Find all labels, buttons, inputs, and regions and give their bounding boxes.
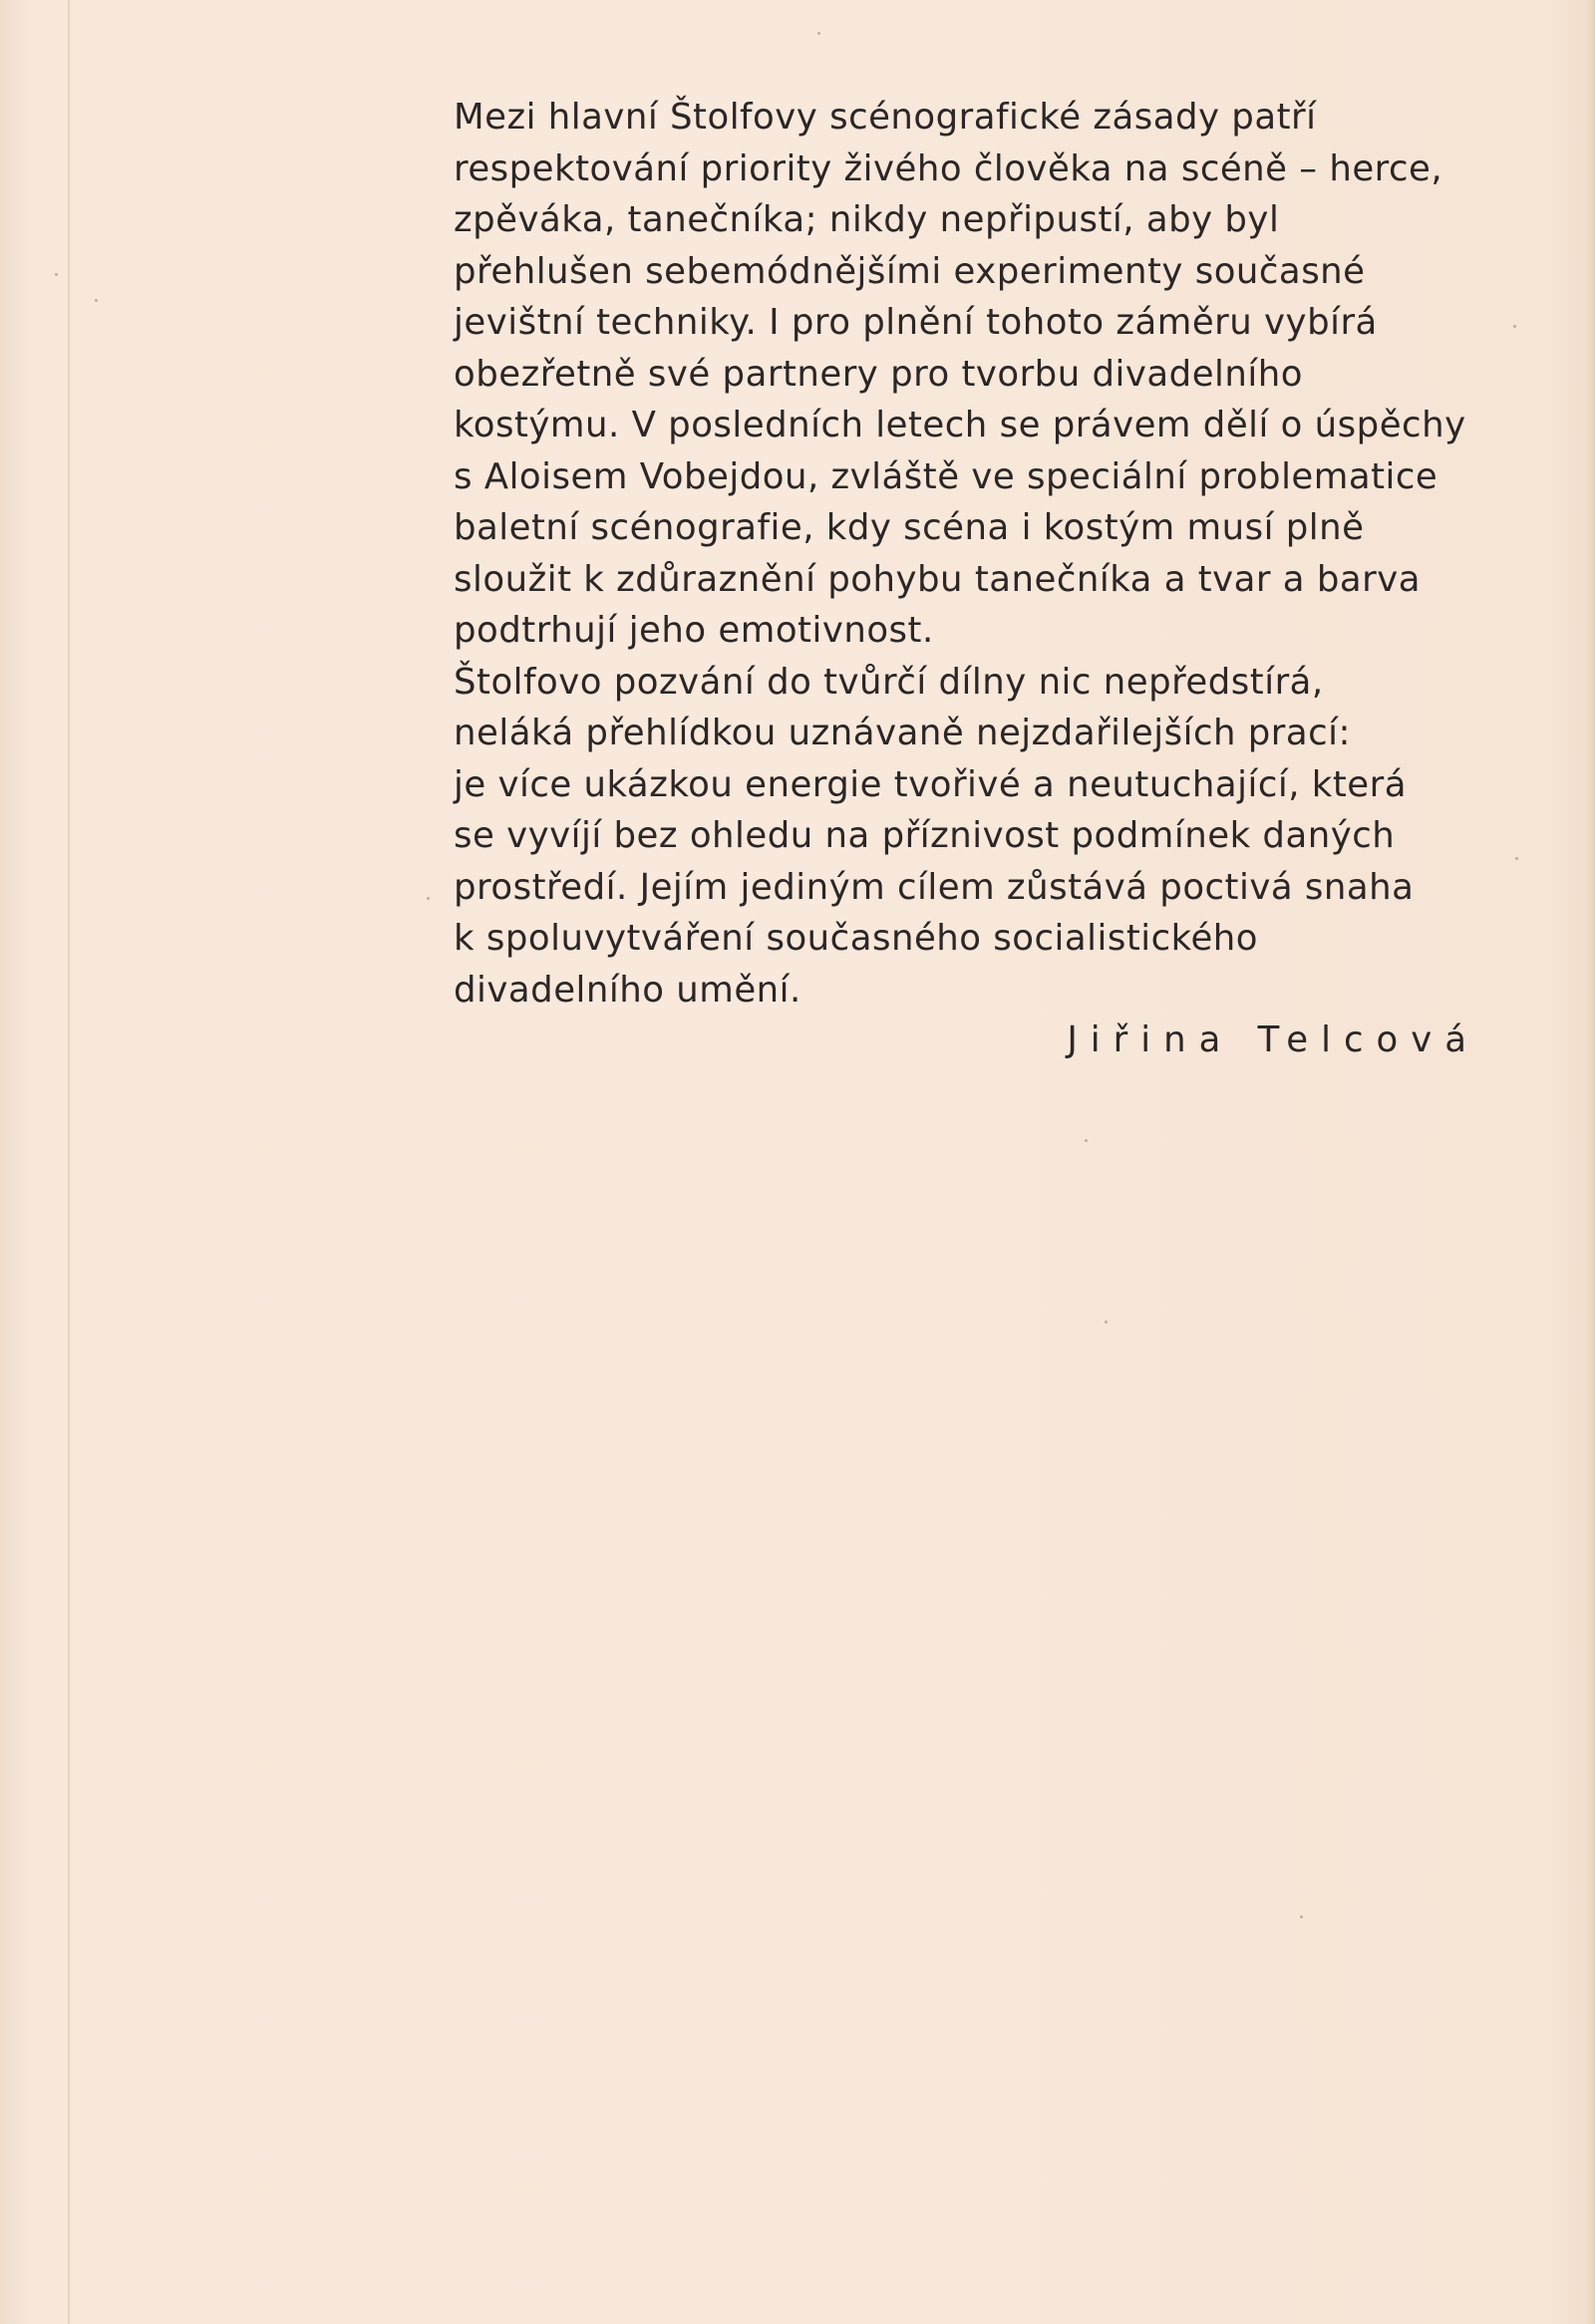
article-line: zpěváka, tanečníka; nikdy nepřipustí, aby byl [454, 199, 1280, 240]
page-right-edge [1585, 0, 1595, 2324]
article-line: baletní scénografie, kdy scéna i kostým musí plně [454, 507, 1365, 548]
page-fold-line [68, 0, 70, 2324]
article-text [454, 92, 1530, 1016]
article-line: prostředí. Jejím jediným cílem zůstává poctivá snaha [454, 866, 1415, 908]
article-line: přehlušen sebemódnějšími experimenty současné [454, 250, 1366, 292]
article-line: podtrhují jeho emotivnost. [454, 610, 934, 651]
article-line: divadelního umění. [454, 969, 801, 1011]
article-line: s Aloisem Vobejdou, zvláště ve speciální problematice [454, 455, 1438, 497]
paper-speck [55, 273, 58, 276]
article-line: respektování priority živého člověka na scéně – herce, [454, 147, 1443, 189]
paper-speck [817, 32, 820, 35]
article-line: kostýmu. V posledních letech se právem dělí o úspěchy [454, 405, 1466, 445]
article-line: k spoluvytváření současného socialistického [454, 918, 1259, 959]
author-signature: Jiřina Telcová [1067, 1019, 1479, 1060]
paper-speck [1105, 1320, 1108, 1323]
article-line: se vyvíjí bez ohledu na příznivost podmínek daných [454, 815, 1396, 856]
article-line: neláká přehlídkou uznávaně nejzdařilejších prací: [454, 713, 1351, 753]
article-line: obezřetně své partnery pro tvorbu divadelního [454, 353, 1303, 395]
paper-speck [427, 897, 430, 900]
article-line: Mezi hlavní Štolfovy scénografické zásady patří [454, 97, 1317, 138]
article-line: sloužit k zdůraznění pohybu tanečníka a tvar a barva [454, 558, 1421, 600]
paper-speck [1085, 1139, 1088, 1142]
paper-speck [1300, 1915, 1303, 1918]
paper-speck [95, 299, 98, 302]
article-line: je více ukázkou energie tvořivé a neutuchající, která [454, 763, 1407, 805]
article-line: Štolfovo pozvání do tvůrčí dílny nic nepředstírá, [454, 661, 1324, 703]
article-line: jevištní techniky. I pro plnění tohoto záměru vybírá [454, 302, 1378, 343]
